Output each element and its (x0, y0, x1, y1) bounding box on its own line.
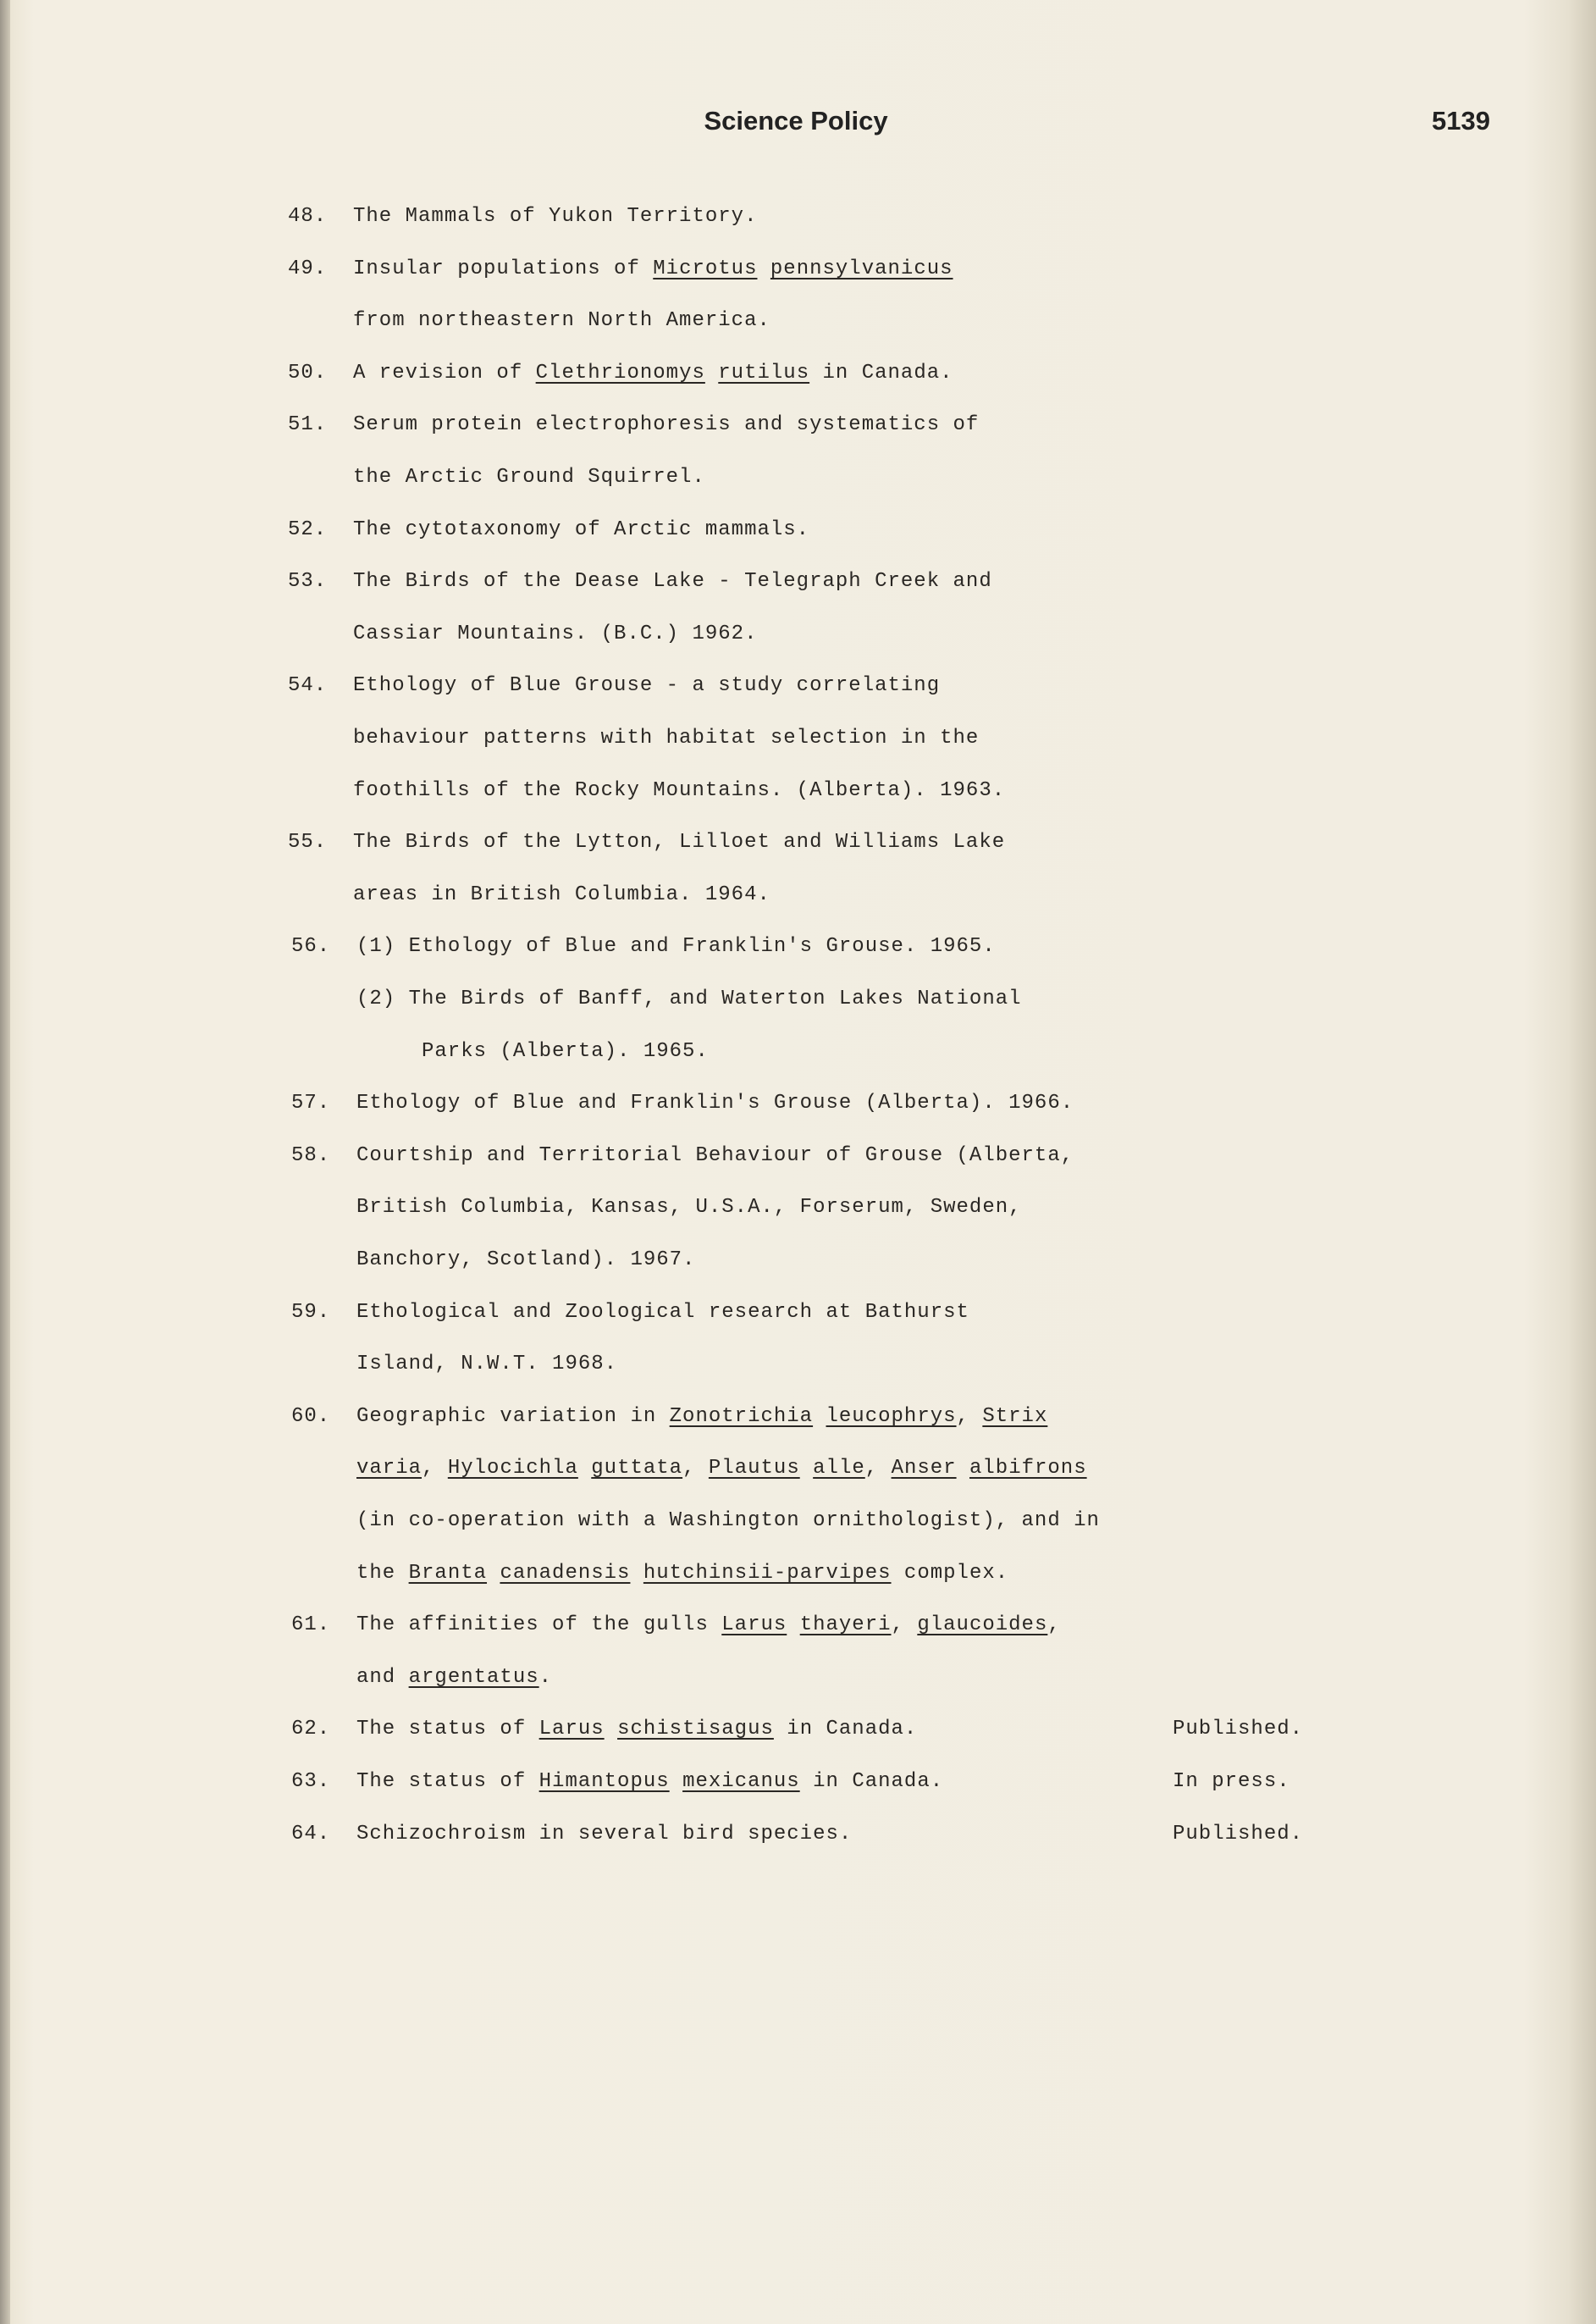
text-segment: the Arctic Ground Squirrel. (353, 466, 705, 489)
entry-text (356, 982, 1022, 1016)
text-segment: Banchory, Scotland). 1967. (356, 1248, 696, 1271)
entry-number: 60. (291, 1405, 331, 1428)
underlined-taxon: guttata (591, 1457, 683, 1480)
underlined-taxon: pennsylvanicus (770, 257, 953, 280)
underlined-taxon: Branta (408, 1562, 488, 1585)
text-segment: Geographic variation in (356, 1405, 670, 1428)
underlined-taxon: alle (813, 1457, 865, 1480)
text-segment: (2) The Birds of Banff, and Waterton Lakes National (356, 988, 1022, 1010)
text-segment (630, 1562, 643, 1585)
underlined-taxon: Hylocichla (447, 1457, 578, 1480)
text-segment: Island, N.W.T. 1968. (356, 1353, 618, 1375)
text-segment (578, 1457, 591, 1480)
text-segment: in Canada. (799, 1770, 944, 1793)
entry-text (356, 1400, 1047, 1434)
entry-text (353, 669, 940, 703)
text-segment: foothills of the Rocky Mountains. (Alberta). 1963. (353, 779, 1006, 802)
underlined-taxon: varia (356, 1457, 422, 1480)
entry-text (353, 304, 770, 338)
text-segment: , (864, 1457, 892, 1480)
text-segment: Ethology of Blue Grouse - a study correlating (353, 674, 941, 697)
entry-text (353, 617, 757, 651)
text-segment: Parks (Alberta). 1965. (422, 1040, 709, 1063)
underlined-taxon: Plautus (708, 1457, 800, 1480)
text-segment: in Canada. (809, 362, 953, 385)
text-segment: areas in British Columbia. 1964. (353, 883, 770, 906)
underlined-taxon: mexicanus (682, 1770, 800, 1793)
entry-text (356, 1608, 1061, 1642)
entry-number: 48. (288, 205, 328, 228)
text-segment (757, 257, 770, 280)
entry-text (353, 826, 1005, 860)
text-segment: A revision of (353, 362, 536, 385)
entry-text (356, 1765, 943, 1799)
entry-text (356, 1347, 617, 1381)
text-segment: behaviour patterns with habitat selection in the (353, 727, 980, 750)
entry-number: 59. (291, 1301, 331, 1324)
text-segment: The Mammals of Yukon Territory. (353, 205, 758, 228)
underlined-taxon: leucophrys (826, 1405, 957, 1428)
underlined-taxon: thayeri (799, 1613, 892, 1636)
entry-number: 57. (291, 1092, 331, 1115)
text-segment: British Columbia, Kansas, U.S.A., Forserum, Sweden, (356, 1196, 1022, 1219)
entry-text (356, 1139, 1074, 1173)
underlined-taxon: Anser (891, 1457, 957, 1480)
entry-number: 61. (291, 1613, 331, 1636)
entry-number: 56. (291, 935, 331, 958)
text-segment (813, 1405, 826, 1428)
text-segment: Courtship and Territorial Behaviour of Grouse (Alberta, (356, 1144, 1074, 1167)
text-segment: Schizochroism in several bird species. (356, 1823, 853, 1845)
underlined-taxon: canadensis (500, 1562, 631, 1585)
underlined-taxon: Himantopus (538, 1770, 670, 1793)
underlined-taxon: Microtus (653, 257, 758, 280)
entry-text (353, 722, 979, 755)
text-segment: , (891, 1613, 918, 1636)
underlined-taxon: Larus (538, 1718, 605, 1740)
entry-text (356, 1713, 917, 1746)
entry-text (356, 1818, 852, 1851)
entry-text (353, 252, 953, 286)
underlined-taxon: albifrons (969, 1457, 1087, 1480)
entry-text (356, 1243, 695, 1277)
text-segment (787, 1613, 799, 1636)
entry-text (356, 930, 996, 964)
text-segment: and (356, 1666, 409, 1689)
text-segment: from northeastern North America. (353, 309, 770, 332)
entry-number: 63. (291, 1770, 331, 1793)
entry-number: 49. (288, 257, 328, 280)
entry-text (353, 878, 770, 912)
text-segment: (in co-operation with a Washington ornithologist), and in (356, 1509, 1100, 1532)
entry-text (353, 565, 992, 599)
text-segment: Ethology of Blue and Franklin's Grouse (Alberta). 1966. (356, 1092, 1074, 1115)
entry-text (353, 774, 1005, 808)
text-segment: , (1047, 1613, 1061, 1636)
underlined-taxon: Clethrionomys (535, 362, 705, 385)
text-segment: Serum protein electrophoresis and systematics of (353, 413, 980, 436)
underlined-taxon: argentatus (408, 1666, 539, 1689)
publication-status: In press. (1173, 1770, 1290, 1793)
publication-status: Published. (1173, 1823, 1304, 1845)
text-segment: the (356, 1562, 409, 1585)
publication-status: Published. (1173, 1718, 1304, 1740)
text-segment: , (682, 1457, 709, 1480)
text-segment: The status of (356, 1718, 539, 1740)
underlined-taxon: Zonotrichia (669, 1405, 814, 1428)
text-segment: . (538, 1666, 553, 1689)
underlined-taxon: glaucoides (917, 1613, 1048, 1636)
text-segment (670, 1770, 682, 1793)
entry-text (356, 1191, 1022, 1225)
entry-text (353, 513, 809, 547)
entry-number: 55. (288, 831, 328, 854)
text-segment: The Birds of the Dease Lake - Telegraph Creek and (353, 570, 992, 593)
entry-number: 52. (288, 518, 328, 541)
entry-text (356, 1452, 1087, 1486)
text-segment: The Birds of the Lytton, Lilloet and Williams Lake (353, 831, 1006, 854)
binding-edge (0, 0, 10, 2324)
entry-text (353, 461, 705, 495)
text-segment: Cassiar Mountains. (B.C.) 1962. (353, 622, 758, 645)
page-number: 5139 (1432, 106, 1490, 136)
text-segment: complex. (891, 1562, 1009, 1585)
text-segment: Insular populations of (353, 257, 654, 280)
entry-text (353, 200, 757, 234)
text-segment: The cytotaxonomy of Arctic mammals. (353, 518, 810, 541)
text-segment: , (422, 1457, 448, 1480)
underlined-taxon: Larus (721, 1613, 787, 1636)
entry-text (353, 408, 979, 442)
entry-text (356, 1557, 1008, 1591)
text-segment: The affinities of the gulls (356, 1613, 722, 1636)
underlined-taxon: rutilus (718, 362, 810, 385)
entry-text (356, 1296, 969, 1330)
text-segment: , (956, 1405, 983, 1428)
text-segment (705, 362, 718, 385)
entry-text (353, 357, 953, 390)
entry-number: 64. (291, 1823, 331, 1845)
text-segment: The status of (356, 1770, 539, 1793)
entry-number: 51. (288, 413, 328, 436)
text-segment: Ethological and Zoological research at Bathurst (356, 1301, 969, 1324)
text-segment (605, 1718, 617, 1740)
underlined-taxon: hutchinsii-parvipes (643, 1562, 892, 1585)
entry-number: 58. (291, 1144, 331, 1167)
text-segment: in Canada. (773, 1718, 918, 1740)
underlined-taxon: schistisagus (617, 1718, 774, 1740)
text-segment (487, 1562, 500, 1585)
text-segment (957, 1457, 969, 1480)
entry-text (356, 1504, 1100, 1538)
entry-number: 50. (288, 362, 328, 385)
page-title: Science Policy (704, 106, 888, 136)
text-segment (800, 1457, 813, 1480)
underlined-taxon: Strix (982, 1405, 1048, 1428)
entry-text (422, 1035, 709, 1069)
entry-number: 54. (288, 674, 328, 697)
entry-text (356, 1087, 1074, 1120)
entry-text (356, 1661, 552, 1695)
entry-number: 53. (288, 570, 328, 593)
text-segment: (1) Ethology of Blue and Franklin's Grouse. 1965. (356, 935, 996, 958)
entry-number: 62. (291, 1718, 331, 1740)
